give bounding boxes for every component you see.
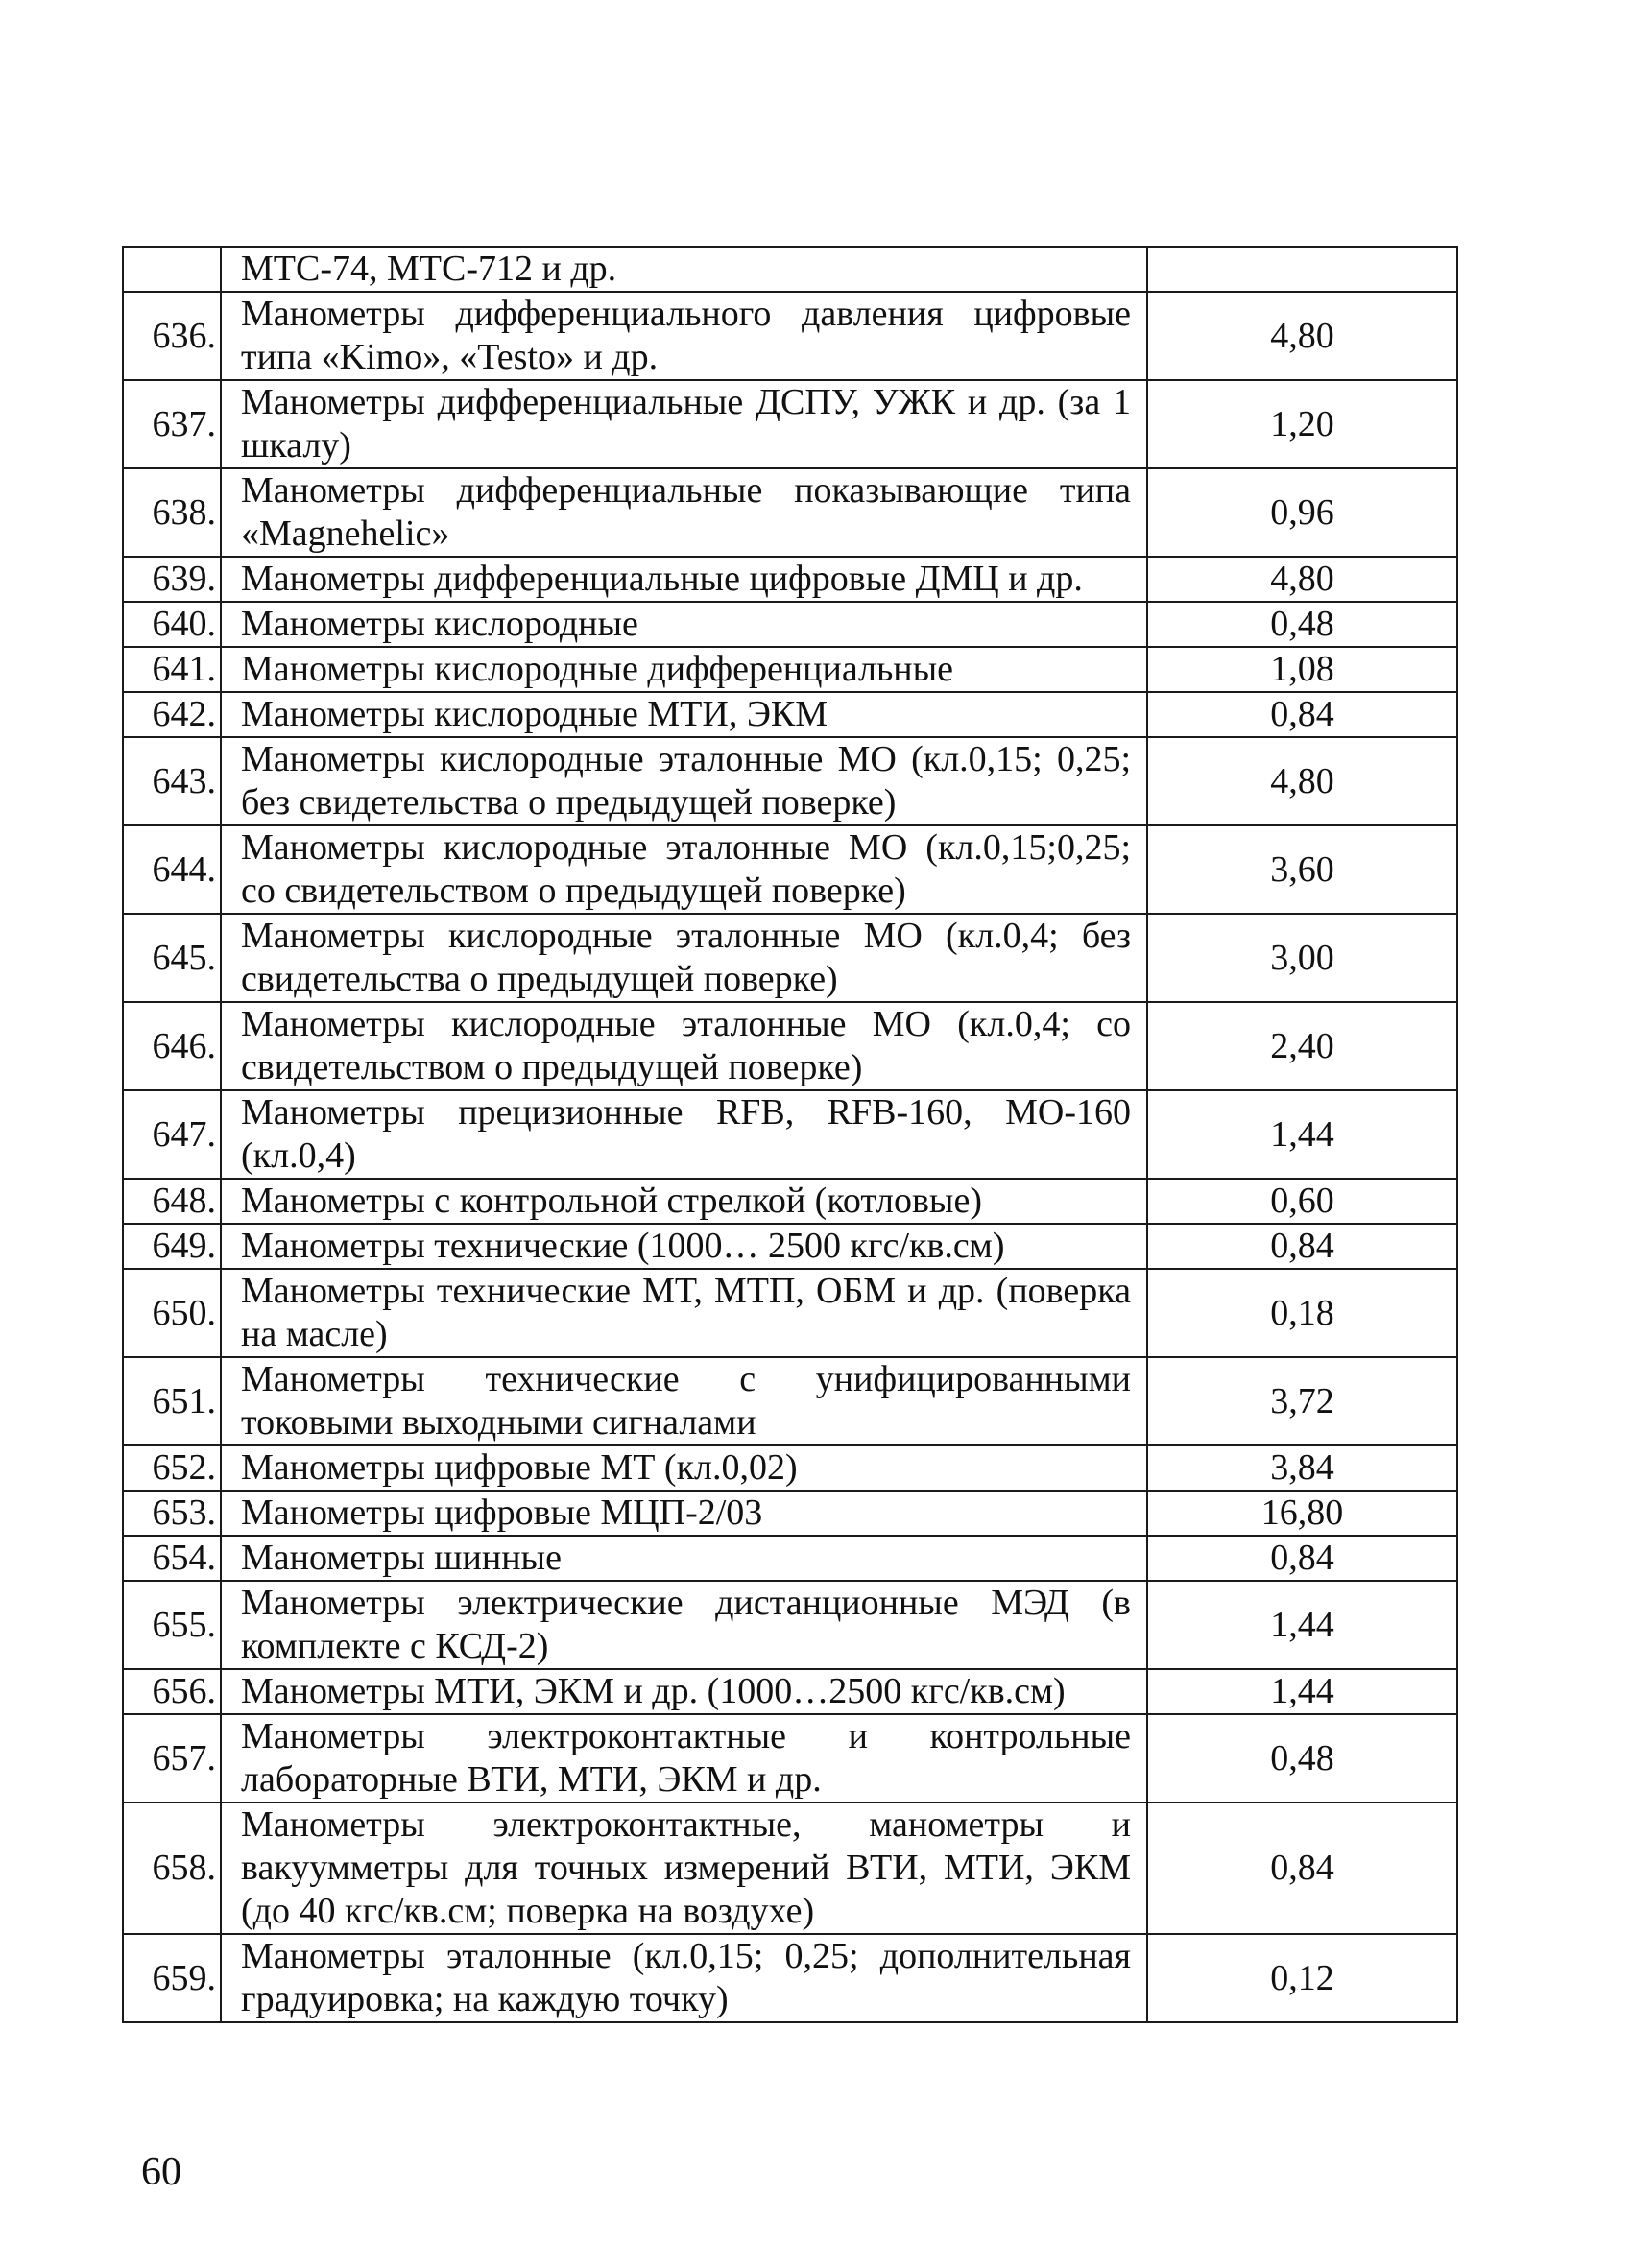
item-name: Манометры шинные [221,1536,1147,1581]
item-value: 0,96 [1147,468,1457,557]
row-number: 640. [123,602,221,647]
row-number: 643. [123,737,221,825]
price-table-body [123,247,1457,2022]
item-name: Манометры дифференциальные ДСПУ, УЖК и др. (за 1 шкалу) [221,380,1147,468]
table-row [123,737,1457,825]
item-name: Манометры МТИ, ЭКМ и др. (1000…2500 кгс/кв.см) [221,1669,1147,1714]
row-number: 645. [123,914,221,1002]
table-row [123,380,1457,468]
item-value: 3,00 [1147,914,1457,1002]
table-row [123,1714,1457,1802]
table-row [123,1224,1457,1269]
row-number: 649. [123,1224,221,1269]
table-row [123,1179,1457,1224]
item-name: Манометры дифференциальные показывающие типа «Magnehelic» [221,468,1147,557]
row-number: 651. [123,1357,221,1445]
row-number: 642. [123,692,221,737]
item-name: Манометры эталонные (кл.0,15; 0,25; дополнительная градуировка; на каждую точку) [221,1934,1147,2022]
table-row [123,1445,1457,1491]
row-number: 650. [123,1269,221,1357]
item-name: МТС-74, МТС-712 и др. [221,247,1147,292]
table-row [123,1269,1457,1357]
table-row [123,247,1457,292]
row-number: 644. [123,825,221,914]
table-row [123,1002,1457,1090]
item-name: Манометры кислородные эталонные МО (кл.0,15; 0,25; без свидетельства о предыдущей поверке) [221,737,1147,825]
table-row [123,825,1457,914]
item-name: Манометры кислородные эталонные МО (кл.0,15;0,25; со свидетельством о предыдущей поверке) [221,825,1147,914]
item-name: Манометры с контрольной стрелкой (котловые) [221,1179,1147,1224]
item-value [1147,247,1457,292]
row-number: 659. [123,1934,221,2022]
table-row [123,1669,1457,1714]
row-number: 658. [123,1802,221,1934]
row-number: 638. [123,468,221,557]
table-row [123,557,1457,602]
item-name: Манометры дифференциальные цифровые ДМЦ и др. [221,557,1147,602]
table-row [123,1090,1457,1179]
item-name: Манометры кислородные дифференциальные [221,647,1147,692]
row-number: 648. [123,1179,221,1224]
page-number: 60 [141,2150,181,2194]
item-name: Манометры кислородные эталонные МО (кл.0,4; со свидетельством о предыдущей поверке) [221,1002,1147,1090]
item-value: 3,84 [1147,1445,1457,1491]
row-number: 655. [123,1581,221,1669]
item-value: 16,80 [1147,1491,1457,1536]
item-value: 0,48 [1147,1714,1457,1802]
item-value: 4,80 [1147,292,1457,380]
row-number: 646. [123,1002,221,1090]
item-value: 4,80 [1147,737,1457,825]
item-value: 0,60 [1147,1179,1457,1224]
item-name: Манометры технические с унифицированными токовыми выходными сигналами [221,1357,1147,1445]
item-value: 3,60 [1147,825,1457,914]
row-number: 657. [123,1714,221,1802]
item-name: Манометры кислородные эталонные МО (кл.0,4; без свидетельства о предыдущей поверке) [221,914,1147,1002]
item-value: 0,84 [1147,1802,1457,1934]
item-value: 0,48 [1147,602,1457,647]
table-row [123,602,1457,647]
item-name: Манометры технические МТ, МТП, ОБМ и др. (поверка на масле) [221,1269,1147,1357]
item-value: 0,84 [1147,1536,1457,1581]
table-row [123,647,1457,692]
row-number: 656. [123,1669,221,1714]
row-number [123,247,221,292]
item-value: 0,18 [1147,1269,1457,1357]
item-value: 1,44 [1147,1090,1457,1179]
row-number: 647. [123,1090,221,1179]
item-value: 0,84 [1147,692,1457,737]
row-number: 652. [123,1445,221,1491]
price-table [122,246,1458,2023]
row-number: 641. [123,647,221,692]
item-value: 1,44 [1147,1581,1457,1669]
row-number: 637. [123,380,221,468]
item-value: 4,80 [1147,557,1457,602]
table-row [123,914,1457,1002]
row-number: 653. [123,1491,221,1536]
item-value: 0,84 [1147,1224,1457,1269]
item-value: 1,44 [1147,1669,1457,1714]
item-value: 3,72 [1147,1357,1457,1445]
item-value: 1,08 [1147,647,1457,692]
row-number: 654. [123,1536,221,1581]
row-number: 636. [123,292,221,380]
table-row [123,292,1457,380]
table-row [123,1934,1457,2022]
item-name: Манометры дифференциального давления цифровые типа «Kimo», «Testo» и др. [221,292,1147,380]
item-name: Манометры цифровые МТ (кл.0,02) [221,1445,1147,1491]
item-name: Манометры электроконтактные и контрольные лабораторные ВТИ, МТИ, ЭКМ и др. [221,1714,1147,1802]
table-row [123,1357,1457,1445]
item-value: 0,12 [1147,1934,1457,2022]
item-name: Манометры электроконтактные, манометры и вакуумметры для точных измерений ВТИ, МТИ, ЭКМ (до 40 кгс/кв.см; поверка на воздухе) [221,1802,1147,1934]
table-row [123,1536,1457,1581]
item-name: Манометры технические (1000… 2500 кгс/кв.см) [221,1224,1147,1269]
item-name: Манометры электрические дистанционные МЭД (в комплекте с КСД-2) [221,1581,1147,1669]
row-number: 639. [123,557,221,602]
table-row [123,692,1457,737]
item-name: Манометры кислородные [221,602,1147,647]
item-name: Манометры кислородные МТИ, ЭКМ [221,692,1147,737]
item-value: 1,20 [1147,380,1457,468]
table-row [123,1802,1457,1934]
table-row [123,468,1457,557]
item-name: Манометры цифровые МЦП-2/03 [221,1491,1147,1536]
table-row [123,1581,1457,1669]
item-value: 2,40 [1147,1002,1457,1090]
table-row [123,1491,1457,1536]
item-name: Манометры прецизионные RFB, RFB-160, МО-160 (кл.0,4) [221,1090,1147,1179]
